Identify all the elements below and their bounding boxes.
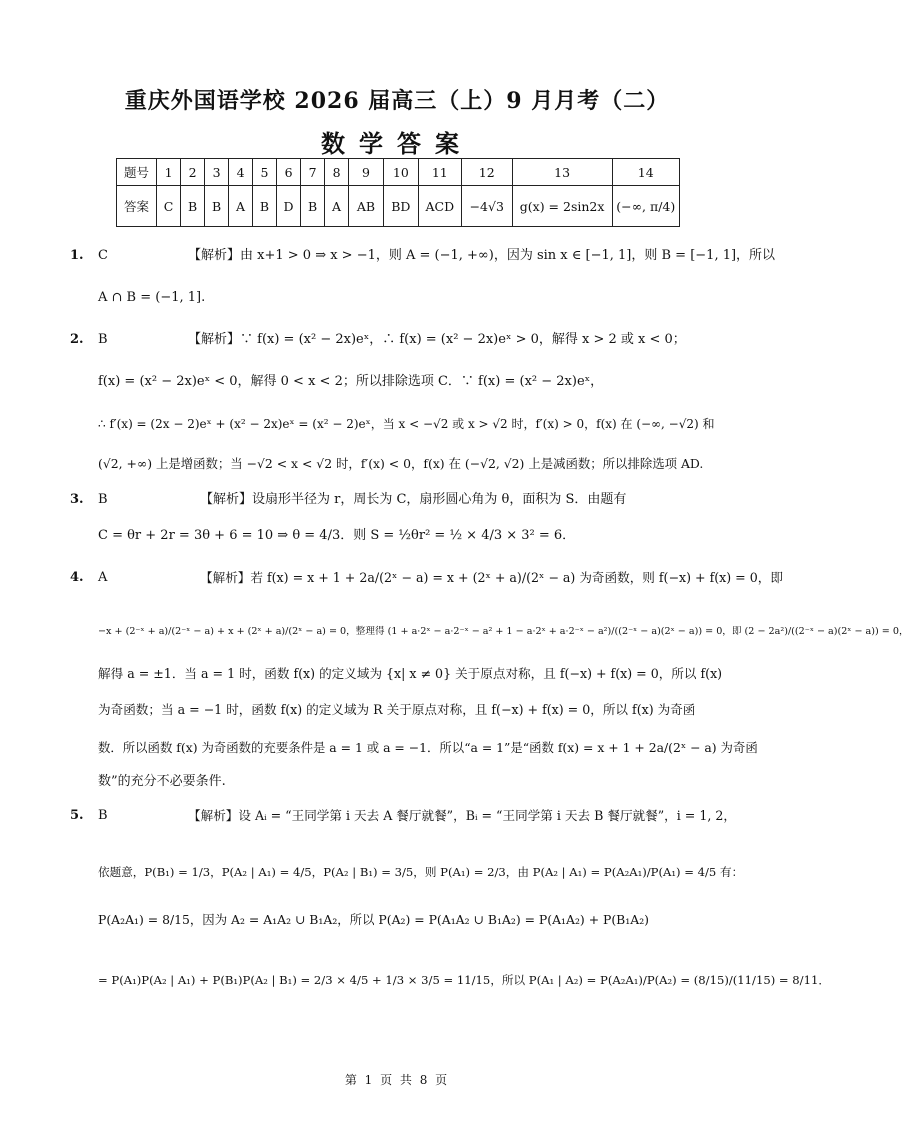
solution-line: 依题意，P(B₁) = 1/3，P(A₂ | A₁) = 4/5，P(A₂ | B₁) = 3/5，则 P(A₁) = 2/3，由 P(A₂ | A₁) = P(A₂A₁)/P(A₁) = 4/5 有：: [98, 865, 744, 879]
answer-cell: D: [277, 186, 301, 227]
solution-2: [70, 330, 740, 470]
solution-line: 为奇函数；当 a = −1 时，函数 f(x) 的定义域为 R 关于原点对称，且 f(−x) + f(x) = 0，所以 f(x) 为奇函: [98, 702, 696, 717]
table-row-label: 题号: [117, 159, 157, 186]
page-title: 重庆外国语学校 2026 届高三（上）9 月月考（二）: [124, 88, 670, 114]
solution-line: 数”的充分不必要条件.: [98, 774, 226, 789]
question-number: 7: [301, 159, 325, 186]
question-number: 5: [253, 159, 277, 186]
answer-cell: A: [229, 186, 253, 227]
solution-number: 4.: [70, 570, 84, 585]
answer-table-header-row: [117, 159, 680, 186]
question-number: 4: [229, 159, 253, 186]
solution-line: f(x) = (x² − 2x)eˣ < 0，解得 0 < x < 2；所以排除选项 C．∵ f(x) = (x² − 2x)eˣ，: [98, 374, 604, 389]
solution-number: 1.: [70, 248, 84, 263]
answer-cell: g(x) = 2sin2x: [512, 186, 612, 227]
solution-line: 【解析】∵ f(x) = (x² − 2x)eˣ，∴ f(x) = (x² − 2x)eˣ > 0，解得 x > 2 或 x < 0；: [188, 332, 686, 347]
answer-cell: ACD: [418, 186, 461, 227]
solution-answer: A: [98, 570, 108, 585]
solution-line: 解得 a = ±1．当 a = 1 时，函数 f(x) 的定义域为 {x| x ≠ 0} 关于原点对称，且 f(−x) + f(x) = 0，所以 f(x): [98, 666, 723, 681]
solution-line: P(A₂A₁) = 8/15，因为 A₂ = A₁A₂ ∪ B₁A₂，所以 P(A₂) = P(A₁A₂ ∪ B₁A₂) = P(A₁A₂) + P(B₁A₂): [98, 912, 650, 927]
answer-cell: B: [181, 186, 205, 227]
question-number: 12: [461, 159, 512, 186]
question-number: 10: [383, 159, 418, 186]
solution-3: [70, 490, 740, 550]
solution-number: 5.: [70, 808, 84, 823]
solution-line: 数．所以函数 f(x) 为奇函数的充要条件是 a = 1 或 a = −1．所以“a = 1”是“函数 f(x) = x + 1 + 2a/(2ˣ − a) 为奇函: [98, 740, 758, 755]
answer-cell: A: [325, 186, 349, 227]
question-number: 6: [277, 159, 301, 186]
answer-cell: (−∞, π/4): [612, 186, 679, 227]
answer-cell: B: [205, 186, 229, 227]
solution-line: 【解析】设扇形半径为 r，周长为 C，扇形圆心角为 θ，面积为 S．由题有: [200, 492, 627, 507]
question-number: 13: [512, 159, 612, 186]
answer-table-answer-row: [117, 186, 680, 227]
answer-table: [116, 158, 680, 227]
solution-line: (√2, +∞) 上是增函数；当 −√2 < x < √2 时，f′(x) < 0，f(x) 在 (−√2, √2) 上是减函数；所以排除选项 AD.: [98, 456, 704, 471]
page-footer: 第 1 页 共 8 页: [344, 1073, 450, 1087]
solution-line: C = θr + 2r = 3θ + 6 = 10 ⇒ θ = 4/3．则 S = ½θr² = ½ × 4/3 × 3² = 6．: [98, 528, 576, 543]
solution-line: = P(A₁)P(A₂ | A₁) + P(B₁)P(A₂ | B₁) = 2/3 × 4/5 + 1/3 × 3/5 = 11/15，所以 P(A₁ | A₂) = P(A₂A₁)/P(A₂) = (8/15)/(11/15) = 8/11．: [98, 973, 830, 987]
solution-line: ∴ f′(x) = (2x − 2)eˣ + (x² − 2x)eˣ = (x² − 2)eˣ，当 x < −√2 或 x > √2 时，f′(x) > 0，f(x) 在 (−∞, −√2) 和: [98, 417, 715, 431]
solution-4: [70, 568, 909, 789]
solution-answer: B: [98, 808, 108, 823]
solution-1: [70, 246, 776, 306]
solution-answer: B: [98, 332, 108, 347]
solution-line: A ∩ B = (−1, 1].: [98, 290, 206, 305]
solution-line: 【解析】设 Aᵢ = “王同学第 i 天去 A 餐厅就餐”，Bᵢ = “王同学第 i 天去 B 餐厅就餐”，i = 1, 2，: [188, 808, 736, 823]
page-subtitle: 数学答案: [321, 129, 473, 158]
question-number: 2: [181, 159, 205, 186]
solution-answer: C: [98, 248, 108, 263]
answer-cell: AB: [349, 186, 384, 227]
answer-cell: B: [253, 186, 277, 227]
solution-number: 3.: [70, 492, 84, 507]
solution-line: 【解析】由 x+1 > 0 ⇒ x > −1，则 A = (−1, +∞)，因为 sin x ∈ [−1, 1]，则 B = [−1, 1]，所以: [188, 248, 776, 263]
question-number: 9: [349, 159, 384, 186]
question-number: 14: [612, 159, 679, 186]
solution-number: 2.: [70, 332, 84, 347]
solution-5: [70, 806, 830, 1026]
question-number: 8: [325, 159, 349, 186]
question-number: 11: [418, 159, 461, 186]
answer-cell: BD: [383, 186, 418, 227]
solution-answer: B: [98, 492, 108, 507]
table-row-label: 答案: [117, 186, 157, 227]
solution-line: 【解析】若 f(x) = x + 1 + 2a/(2ˣ − a) = x + (2ˣ + a)/(2ˣ − a) 为奇函数，则 f(−x) + f(x) = 0，即: [200, 570, 783, 585]
solution-line: −x + (2⁻ˣ + a)/(2⁻ˣ − a) + x + (2ˣ + a)/(2ˣ − a) = 0，整理得 (1 + a·2ˣ − a·2⁻ˣ − a² + 1 − a·2ˣ + a·2⁻ˣ − a²)/((2⁻ˣ − a)(2ˣ − a)) = 0，即 (2 − 2a²)/((2⁻ˣ − a)(2ˣ − a)) = 0，: [98, 626, 909, 637]
answer-cell: B: [301, 186, 325, 227]
answer-cell: −4√3: [461, 186, 512, 227]
question-number: 3: [205, 159, 229, 186]
answer-cell: C: [157, 186, 181, 227]
question-number: 1: [157, 159, 181, 186]
